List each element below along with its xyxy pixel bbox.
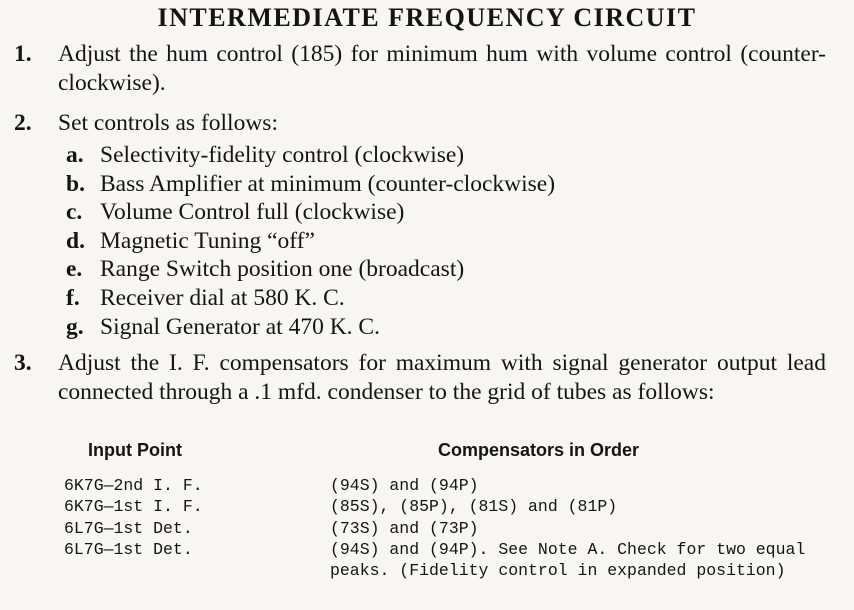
substep-letter: b. [66,170,85,197]
step-number: 1. [14,41,32,67]
substep-letter: g. [66,313,84,340]
substep-letter: d. [66,227,85,254]
input-point-cell: 6K7G—2nd I. F. [64,476,203,495]
substep-text: Volume Control full (clockwise) [100,199,405,226]
substep-text: Range Switch position one (broadcast) [100,256,465,283]
input-point-cell: 6K7G—1st I. F. [64,497,203,516]
substep-letter: f. [66,284,80,311]
step-3 [14,349,826,407]
substep-text: Bass Amplifier at minimum (counter-clockwise) [100,170,556,197]
step-text: Adjust the I. F. compensators for maximum with signal generator output lead connected through a .1 mfd. condenser to the grid of tubes as follows: [58,350,826,405]
substep-c [66,198,555,227]
step-1 [14,40,826,98]
substep-letter: c. [66,199,83,226]
substep-list [66,141,555,341]
step-number: 2. [14,110,32,136]
table-header-compensators: Compensators in Order [438,440,640,460]
substep-letter: a. [66,142,84,168]
compensators-cell: (85S), (85P), (81S) and (81P) [330,497,618,516]
compensators-cell: (73S) and (73P) [330,519,479,538]
substep-f [66,284,555,313]
substep-e [66,255,555,284]
compensators-cell: (94S) and (94P) [330,476,479,495]
table-header-input: Input Point [88,440,182,460]
input-point-cell: 6L7G—1st Det. [64,540,193,559]
substep-d [66,227,555,256]
substep-text: Receiver dial at 580 K. C. [100,284,345,311]
step-2 [14,109,826,138]
substep-text: Selectivity-fidelity control (clockwise) [100,142,465,168]
substep-text: Signal Generator at 470 K. C. [100,313,380,340]
step-text: Adjust the hum control (185) for minimum hum with volume control (counter-clockwise). [58,41,826,96]
substep-b [66,170,555,199]
step-text: Set controls as follows: [58,110,278,136]
substep-g [66,313,555,342]
input-point-cell: 6L7G—1st Det. [64,519,193,538]
substep-letter: e. [66,256,83,283]
substep-text: Magnetic Tuning “off” [100,227,315,254]
substep-a [66,141,555,170]
page-title: INTERMEDIATE FREQUENCY CIRCUIT [157,3,697,32]
compensators-cell: (94S) and (94P). See Note A. Check for two equal peaks. (Fidelity control in expanded position) [330,540,806,581]
step-number: 3. [14,350,32,376]
